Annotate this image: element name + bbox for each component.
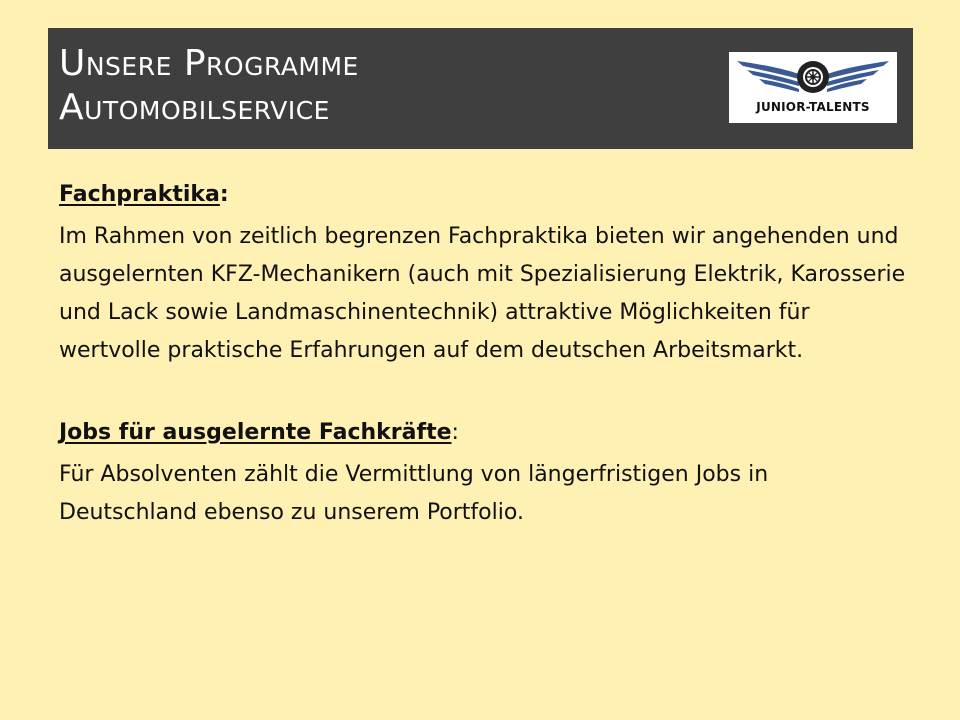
heading-label: Jobs für ausgelernte Fachkräfte bbox=[59, 420, 452, 445]
section-heading-fachpraktika bbox=[59, 176, 909, 214]
logo-text: JUNIOR-TALENTS bbox=[756, 100, 870, 114]
title-bar bbox=[48, 28, 913, 149]
content-body bbox=[59, 176, 909, 532]
section-text-jobs: Für Absolventen zählt die Vermittlung von längerfristigen Jobs in Deutschland ebenso zu unserem Portfolio. bbox=[59, 462, 769, 525]
page-title bbox=[59, 42, 359, 130]
heading-colon: : bbox=[451, 420, 459, 445]
heading-label: Fachpraktika bbox=[59, 182, 220, 207]
title-line-2: Automobilservice bbox=[59, 87, 330, 128]
section-heading-jobs bbox=[59, 414, 909, 452]
junior-talents-logo bbox=[729, 52, 897, 123]
section-text-fachpraktika: Im Rahmen von zeitlich begrenzen Fachpraktika bieten wir angehenden und ausgelernten KFZ-Mechanikern (auch mit Spezialisierung Elektrik, Karosserie und Lack sowie Landmaschinentechnik) attraktive Möglichkeiten für wertvolle praktische Erfahrungen auf dem deutschen Arbeitsmarkt. bbox=[59, 224, 906, 363]
heading-colon: : bbox=[219, 182, 229, 207]
title-line-1: Unsere Programme bbox=[59, 43, 359, 84]
